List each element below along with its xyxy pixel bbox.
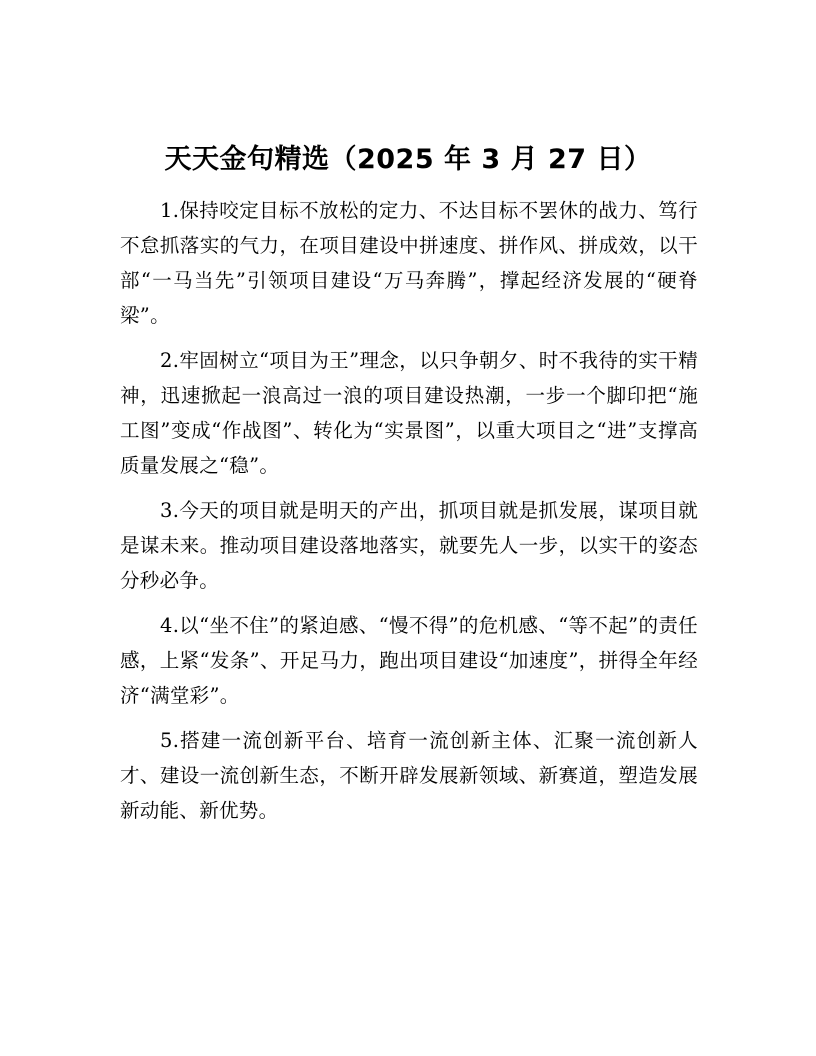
- document-title: 天天金句精选（2025 年 3 月 27 日）: [164, 144, 652, 175]
- paragraph-3: 3.今天的项目就是明天的产出，抓项目就是抓发展，谋项目就是谋未来。推动项目建设落地落实，就要先人一步，以实干的姿态分秒必争。: [120, 499, 698, 592]
- paragraph-5: 5.搭建一流创新平台、培育一流创新主体、汇聚一流创新人才、建设一流创新生态，不断开辟发展新领域、新赛道，塑造发展新动能、新优势。: [120, 729, 698, 822]
- paragraph-4: 4.以“坐不住”的紧迫感、“慢不得”的危机感、“等不起”的责任感，上紧“发条”、开足马力，跑出项目建设“加速度”，拼得全年经济“满堂彩”。: [120, 614, 698, 707]
- document-body: [120, 193, 698, 838]
- paragraph-2: 2.牢固树立“项目为王”理念，以只争朝夕、时不我待的实干精神，迅速掀起一浪高过一浪的项目建设热潮，一步一个脚印把“施工图”变成“作战图”、转化为“实景图”，以重大项目之“进”支撑高质量发展之“稳”。: [120, 349, 698, 477]
- paragraph-1: 1.保持咬定目标不放松的定力、不达目标不罢休的战力、笃行不怠抓落实的气力，在项目建设中拼速度、拼作风、拼成效，以干部“一马当先”引领项目建设“万马奔腾”，撑起经济发展的“硬脊梁”。: [120, 199, 698, 327]
